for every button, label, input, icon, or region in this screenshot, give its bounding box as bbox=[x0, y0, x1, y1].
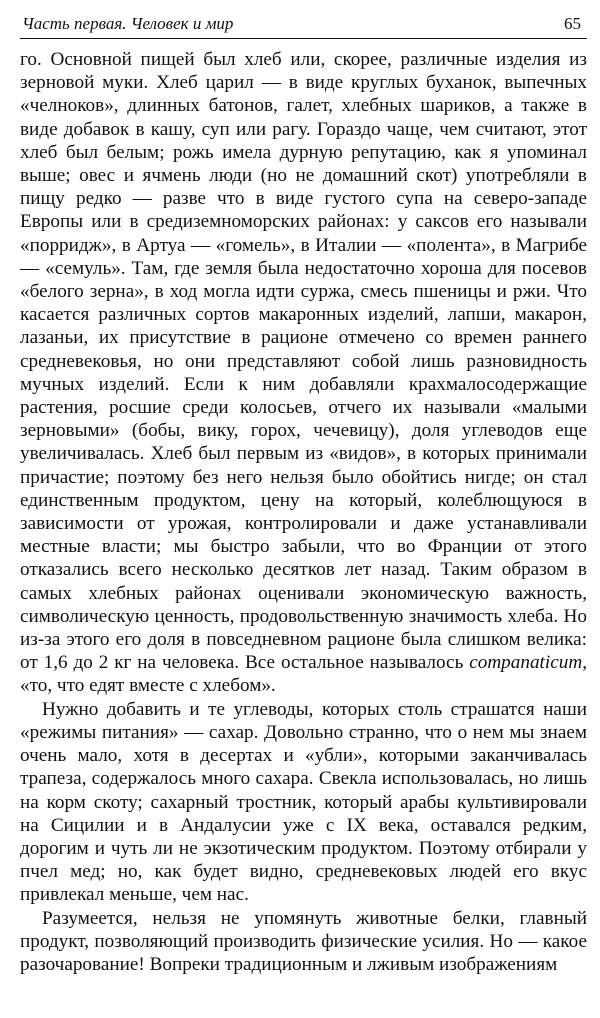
running-head bbox=[20, 6, 587, 34]
section-title: Часть первая. Человек и мир bbox=[22, 14, 234, 33]
header-rule bbox=[20, 38, 587, 39]
paragraph-1-tail: , «то, что едят вместе с хлебом». bbox=[20, 652, 587, 697]
book-page bbox=[20, 6, 587, 1012]
paragraph-3: Разумеется, нельзя не упомянуть животные белки, главный продукт, позволяющий производить физические усилия. Но — какое разочарование! Вопреки традиционным и лживым изображениям bbox=[20, 907, 587, 975]
paragraph-1-text: го. Основной пищей был хлеб или, скорее, различные изделия из зерновой муки. Хлеб царил — в виде круглых буханок, выпечных «челноков», длинных батонов, галет, хлебных шариков, а также в виде добавок в кашу, суп или рагу. Гораздо чаще, чем считают, этот хлеб был белым; рожь имела дурную репутацию, как я упоминал выше; овес и ячмень люди (но не домашний скот) употребляли в пищу редко — разве что в виде густого супа на северо-западе Европы или в средиземноморских районах: у саксов его называли «порридж», в Артуа — «гомель», в Италии — «полента», в Магрибе — «семуль». Там, где земля была недостаточно хороша для посевов «белого зерна», в ход могла идти суржа, смесь пшеницы и ржи. Что касается различных сортов макаронных изделий, лапши, макарон, лазаньи, их присутствие в рационе отмечено со времен раннего средневековья, но они представляют собой лишь разновидность мучных изделий. Если к ним добавляли крахмалосодержащие растения, росшие среди колосьев, отчего их называли «малыми зерновыми» (бобы, вику, горох, чечевицу), доля углеводов еще увеличивалась. Хлеб был первым из «видов», в которых принимали причастие; поэтому без него нельзя было обойтись нигде; он стал единственным продуктом, цену на который, колеблющуюся в зависимости от урожая, контролировали и даже устанавливали местные власти; мы быстро забыли, что во Франции от этого отказались всего несколько десятков лет назад. Таким образом в самых хлебных районах оценивали экономическую важность, символическую ценность, продовольственную значимость хлеба. Но из-за этого его доля в повседневном рационе была слишком велика: от 1,6 до 2 кг на человека. Все остальное называлось bbox=[20, 49, 587, 674]
latin-term: companaticum bbox=[469, 652, 583, 674]
paragraph-2: Нужно добавить и те углеводы, которых столь страшатся наши «режимы питания» — сахар. Довольно странно, что о нем мы знаем очень мало, хотя в десертах и «убли», которыми заканчивалась трапеза, содержалось много сахара. Свекла использовалась, но лишь на корм скоту; сахарный тростник, который арабы культивировали на Сицилии и в Андалусии уже с IX века, оставался редким, дорогим и чуть ли не экзотическим продуктом. Поэтому отбирали у пчел мед; но, как будет видно, средневековых людей его вкус привлекал меньше, чем нас. bbox=[20, 698, 587, 906]
body-text bbox=[20, 48, 587, 976]
paragraph-1 bbox=[20, 48, 587, 698]
page-number: 65 bbox=[564, 14, 581, 33]
